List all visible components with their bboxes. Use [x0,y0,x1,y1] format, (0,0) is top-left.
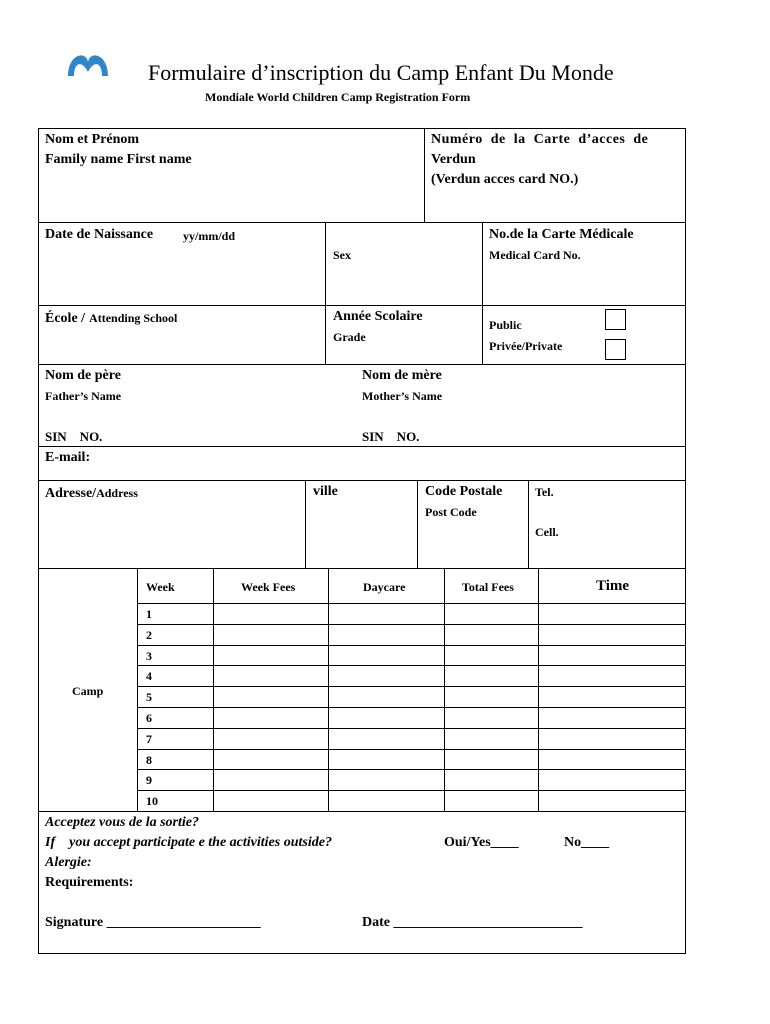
sex-label: Sex [333,248,351,262]
school-label [45,309,177,327]
name-label-en: Family name First name [45,152,192,167]
verdun-card-label-2: Verdun [431,152,476,167]
date-line[interactable]: Date ___________________________ [362,915,583,930]
page-subtitle: Mondiale World Children Camp Registration Form [205,90,471,104]
mother-sin-label: SIN NO. [362,429,420,444]
private-label: Privée/Private [489,339,563,353]
email-label: E-mail: [45,450,91,465]
dob-format: yy/mm/dd [183,229,236,243]
outing-question-en: If you accept participate e the activities outside? [45,835,332,850]
camp-label: Camp [72,684,104,698]
verdun-card-label-1: Numéro de la Carte d’acces de [431,132,649,147]
allergy-label: Alergie: [45,855,92,870]
logo [66,48,110,80]
school-label-fr: École / [45,311,86,326]
col-header-week: Week [146,580,175,594]
tel-label: Tel. [535,485,554,499]
week-number: 9 [146,773,152,788]
mother-label-fr: Nom de mère [362,368,442,383]
col-header-time: Time [596,578,630,594]
week-number: 4 [146,669,152,684]
page-title: Formulaire d’inscription du Camp Enfant Du Monde [148,60,614,85]
medical-card-label-en: Medical Card No. [489,248,581,262]
week-number: 10 [146,794,158,809]
name-field[interactable] [40,172,420,220]
week-number: 8 [146,752,152,767]
year-label-en: Grade [333,330,366,344]
no-option[interactable]: No____ [564,835,610,850]
week-number: 7 [146,731,152,746]
father-label-fr: Nom de père [45,368,121,383]
school-label-en: Attending School [89,311,178,325]
father-sin-label: SIN NO. [45,429,103,444]
week-number: 5 [146,690,152,705]
address-label-en: Address [96,486,138,500]
year-label-fr: Année Scolaire [333,309,423,324]
yes-option[interactable]: Oui/Yes____ [444,835,519,850]
private-checkbox[interactable] [605,339,626,360]
address-label-fr: Adresse/ [45,486,97,501]
col-header-week-fees: Week Fees [241,580,296,594]
outing-question-fr: Acceptez vous de la sortie? [45,815,199,830]
postal-label-fr: Code Postale [425,484,503,499]
week-number: 2 [146,627,152,642]
signature-line[interactable]: Signature ______________________ [45,915,261,930]
city-label: ville [313,484,338,499]
medical-card-label-fr: No.de la Carte Médicale [489,227,634,242]
dob-label: Date de Naissance [45,227,154,242]
address-label [45,484,138,502]
week-number: 1 [146,607,152,621]
mother-label-en: Mother’s Name [362,389,443,403]
cell-label: Cell. [535,525,559,539]
requirements-label: Requirements: [45,875,134,890]
col-header-total-fees: Total Fees [462,580,514,594]
public-label: Public [489,318,522,332]
name-label-fr: Nom et Prénom [45,132,140,147]
father-label-en: Father’s Name [45,389,122,403]
week-number: 6 [146,711,152,725]
public-checkbox[interactable] [605,309,626,330]
verdun-card-label-3: (Verdun acces card NO.) [431,172,579,187]
postal-label-en: Post Code [425,505,477,519]
col-header-daycare: Daycare [363,580,406,594]
week-number: 3 [146,648,152,663]
